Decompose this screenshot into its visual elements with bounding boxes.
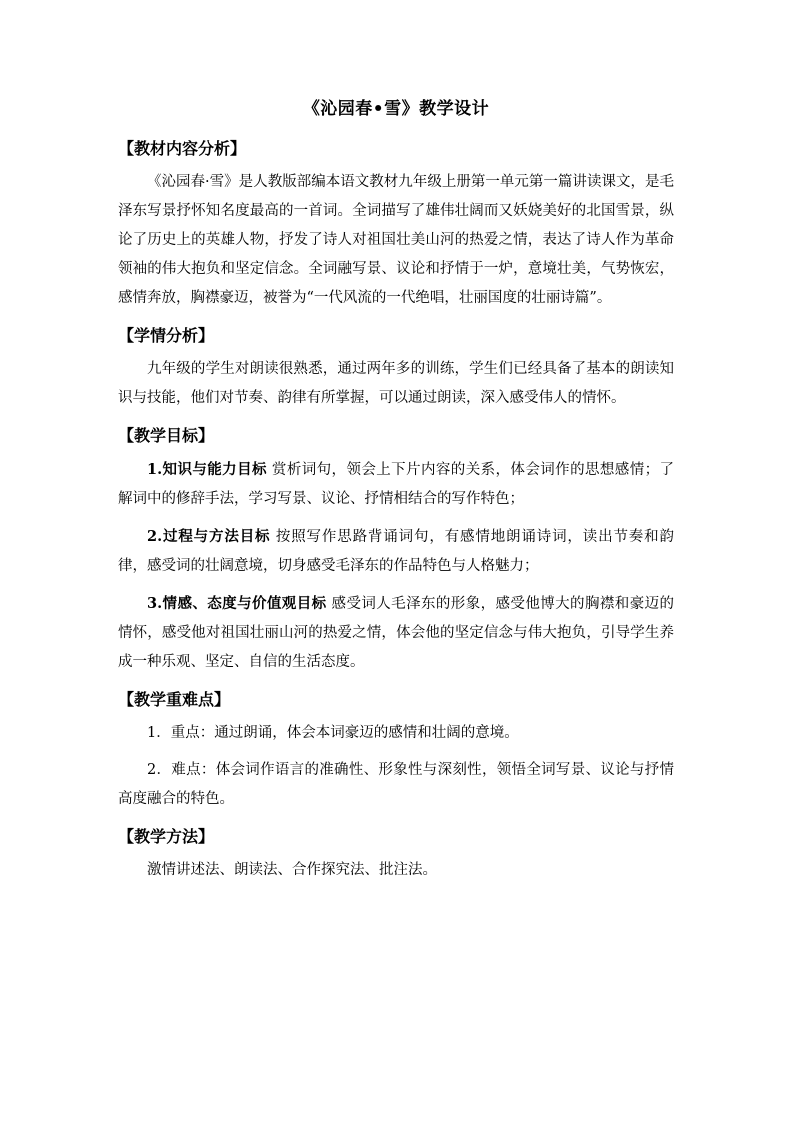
- heading-teaching-methods: 【教学方法】: [118, 827, 215, 846]
- goal-knowledge-ability: [118, 455, 674, 514]
- goal-label: 1.知识与能力目标: [147, 461, 267, 478]
- paragraph-teaching-methods: 激情讲述法、朗读法、合作探究法、批注法。: [147, 862, 437, 878]
- document-title: 《沁园春•雪》教学设计: [302, 99, 490, 119]
- goal-process-method: [118, 522, 674, 581]
- heading-teaching-goals: 【教学目标】: [118, 426, 215, 445]
- goal-text: 按照写作思路背诵词句，有感情地朗诵诗词，读出节奏和韵律，感受词的壮阔意境，切身感受毛泽东的作品特色与人格魅力；: [118, 529, 674, 574]
- paragraph-student-analysis: 九年级的学生对朗读很熟悉，通过两年多的训练，学生们已经具备了基本的朗读知识与技能，他们对节奏、韵律有所掌握，可以通过朗读，深入感受伟人的情怀。: [118, 361, 674, 406]
- goal-emotion-attitude: [118, 589, 674, 677]
- goal-label: 3.情感、态度与价值观目标: [147, 595, 327, 612]
- key-point-item: 1．重点：通过朗诵，体会本词豪迈的感情和壮阔的意境。: [147, 725, 519, 741]
- goal-text: 赏析词句，领会上下片内容的关系，体会词作的思想感情；了解词中的修辞手法，学习写景、议论、抒情相结合的写作特色；: [118, 462, 675, 507]
- heading-student-analysis: 【学情分析】: [118, 326, 215, 345]
- goal-text: 感受词人毛泽东的形象，感受他博大的胸襟和豪迈的情怀，感受他对祖国壮丽山河的热爱之情，体会他的坚定信念与伟大抱负，引导学生养成一种乐观、坚定、自信的生活态度。: [118, 596, 675, 670]
- heading-key-points: 【教学重难点】: [118, 690, 231, 709]
- paragraph-textbook-analysis: 《沁园春·雪》是人教版部编本语文教材九年级上册第一单元第一篇讲读课文，是毛泽东写景抒怀知名度最高的一首词。全词描写了雄伟壮阔而又妖娆美好的北国雪景，纵论了历史上的英雄人物，抒发了诗人对祖国壮美山河的热爱之情，表达了诗人作为革命领袖的伟大抱负和坚定信念。全词融写景、议论和抒情于一炉，意境壮美，气势恢宏，感情奔放，胸襟豪迈，被誉为“一代风流的一代绝唱，壮丽国度的壮丽诗篇”。: [118, 174, 674, 306]
- heading-textbook-analysis: 【教材内容分析】: [118, 139, 247, 158]
- document-page: [118, 96, 674, 891]
- key-point-item: 2．难点：体会词作语言的准确性、形象性与深刻性，领悟全词写景、议论与抒情高度融合的特色。: [118, 762, 674, 807]
- goal-label: 2.过程与方法目标: [147, 528, 271, 545]
